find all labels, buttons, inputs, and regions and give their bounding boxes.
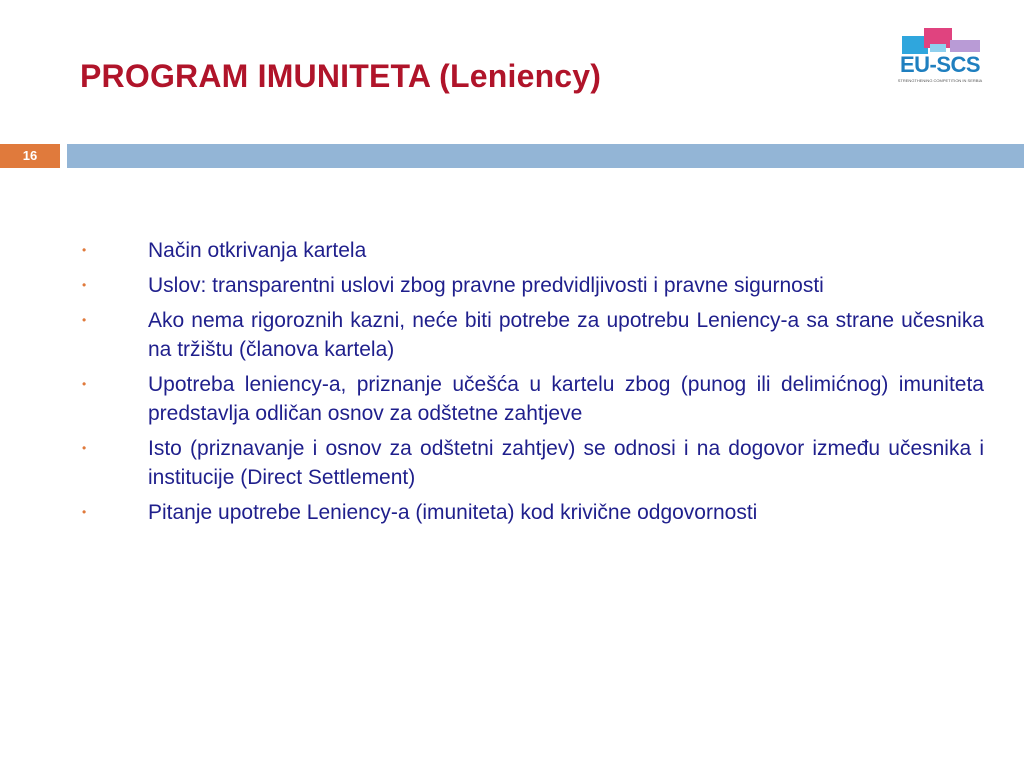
bullet-dot-icon: • bbox=[82, 441, 87, 455]
bullet-item bbox=[76, 434, 984, 492]
bullet-text: Isto (priznavanje i osnov za odštetni zahtjev) se odnosi i na dogovor između učesnika i institucije (Direct Settlement) bbox=[148, 437, 984, 489]
logo-block-lilac bbox=[950, 40, 980, 52]
logo-text: EU-SCS bbox=[899, 52, 981, 77]
logo-tagline: STRENGTHENING COMPETITION IN SERBIA bbox=[897, 78, 983, 83]
eu-scs-logo bbox=[896, 26, 986, 88]
bullet-text: Pitanje upotrebe Leniency-a (imuniteta) kod krivične odgovornosti bbox=[148, 501, 758, 524]
bullet-item bbox=[76, 370, 984, 428]
bullet-dot-icon: • bbox=[82, 313, 87, 327]
logo-block-cyan-small bbox=[930, 44, 946, 52]
header-rule-bar bbox=[67, 144, 1024, 168]
bullet-text: Ako nema rigoroznih kazni, neće biti potrebe za upotrebu Leniency-a sa strane učesnika na tržištu (članova kartela) bbox=[148, 309, 984, 361]
bullet-text: Upotreba leniency-a, priznanje učešća u kartelu zbog (punog ili delimićnog) imuniteta predstavlja odličan osnov za odštetne zahtjeve bbox=[148, 373, 984, 425]
bullet-item bbox=[76, 236, 984, 265]
bullet-text: Uslov: transparentni uslovi zbog pravne predvidljivosti i pravne sigurnosti bbox=[148, 274, 824, 297]
bullet-dot-icon: • bbox=[82, 505, 87, 519]
bullet-dot-icon: • bbox=[82, 243, 87, 257]
bullet-dot-icon: • bbox=[82, 278, 87, 292]
page-number-badge: 16 bbox=[0, 144, 60, 168]
bullet-item bbox=[76, 498, 984, 527]
bullet-dot-icon: • bbox=[82, 377, 87, 391]
bullet-list bbox=[76, 236, 984, 533]
bullet-item bbox=[76, 306, 984, 364]
bullet-item bbox=[76, 271, 984, 300]
slide-title: PROGRAM IMUNITETA (Leniency) bbox=[80, 58, 602, 94]
bullet-text: Način otkrivanja kartela bbox=[148, 239, 367, 262]
